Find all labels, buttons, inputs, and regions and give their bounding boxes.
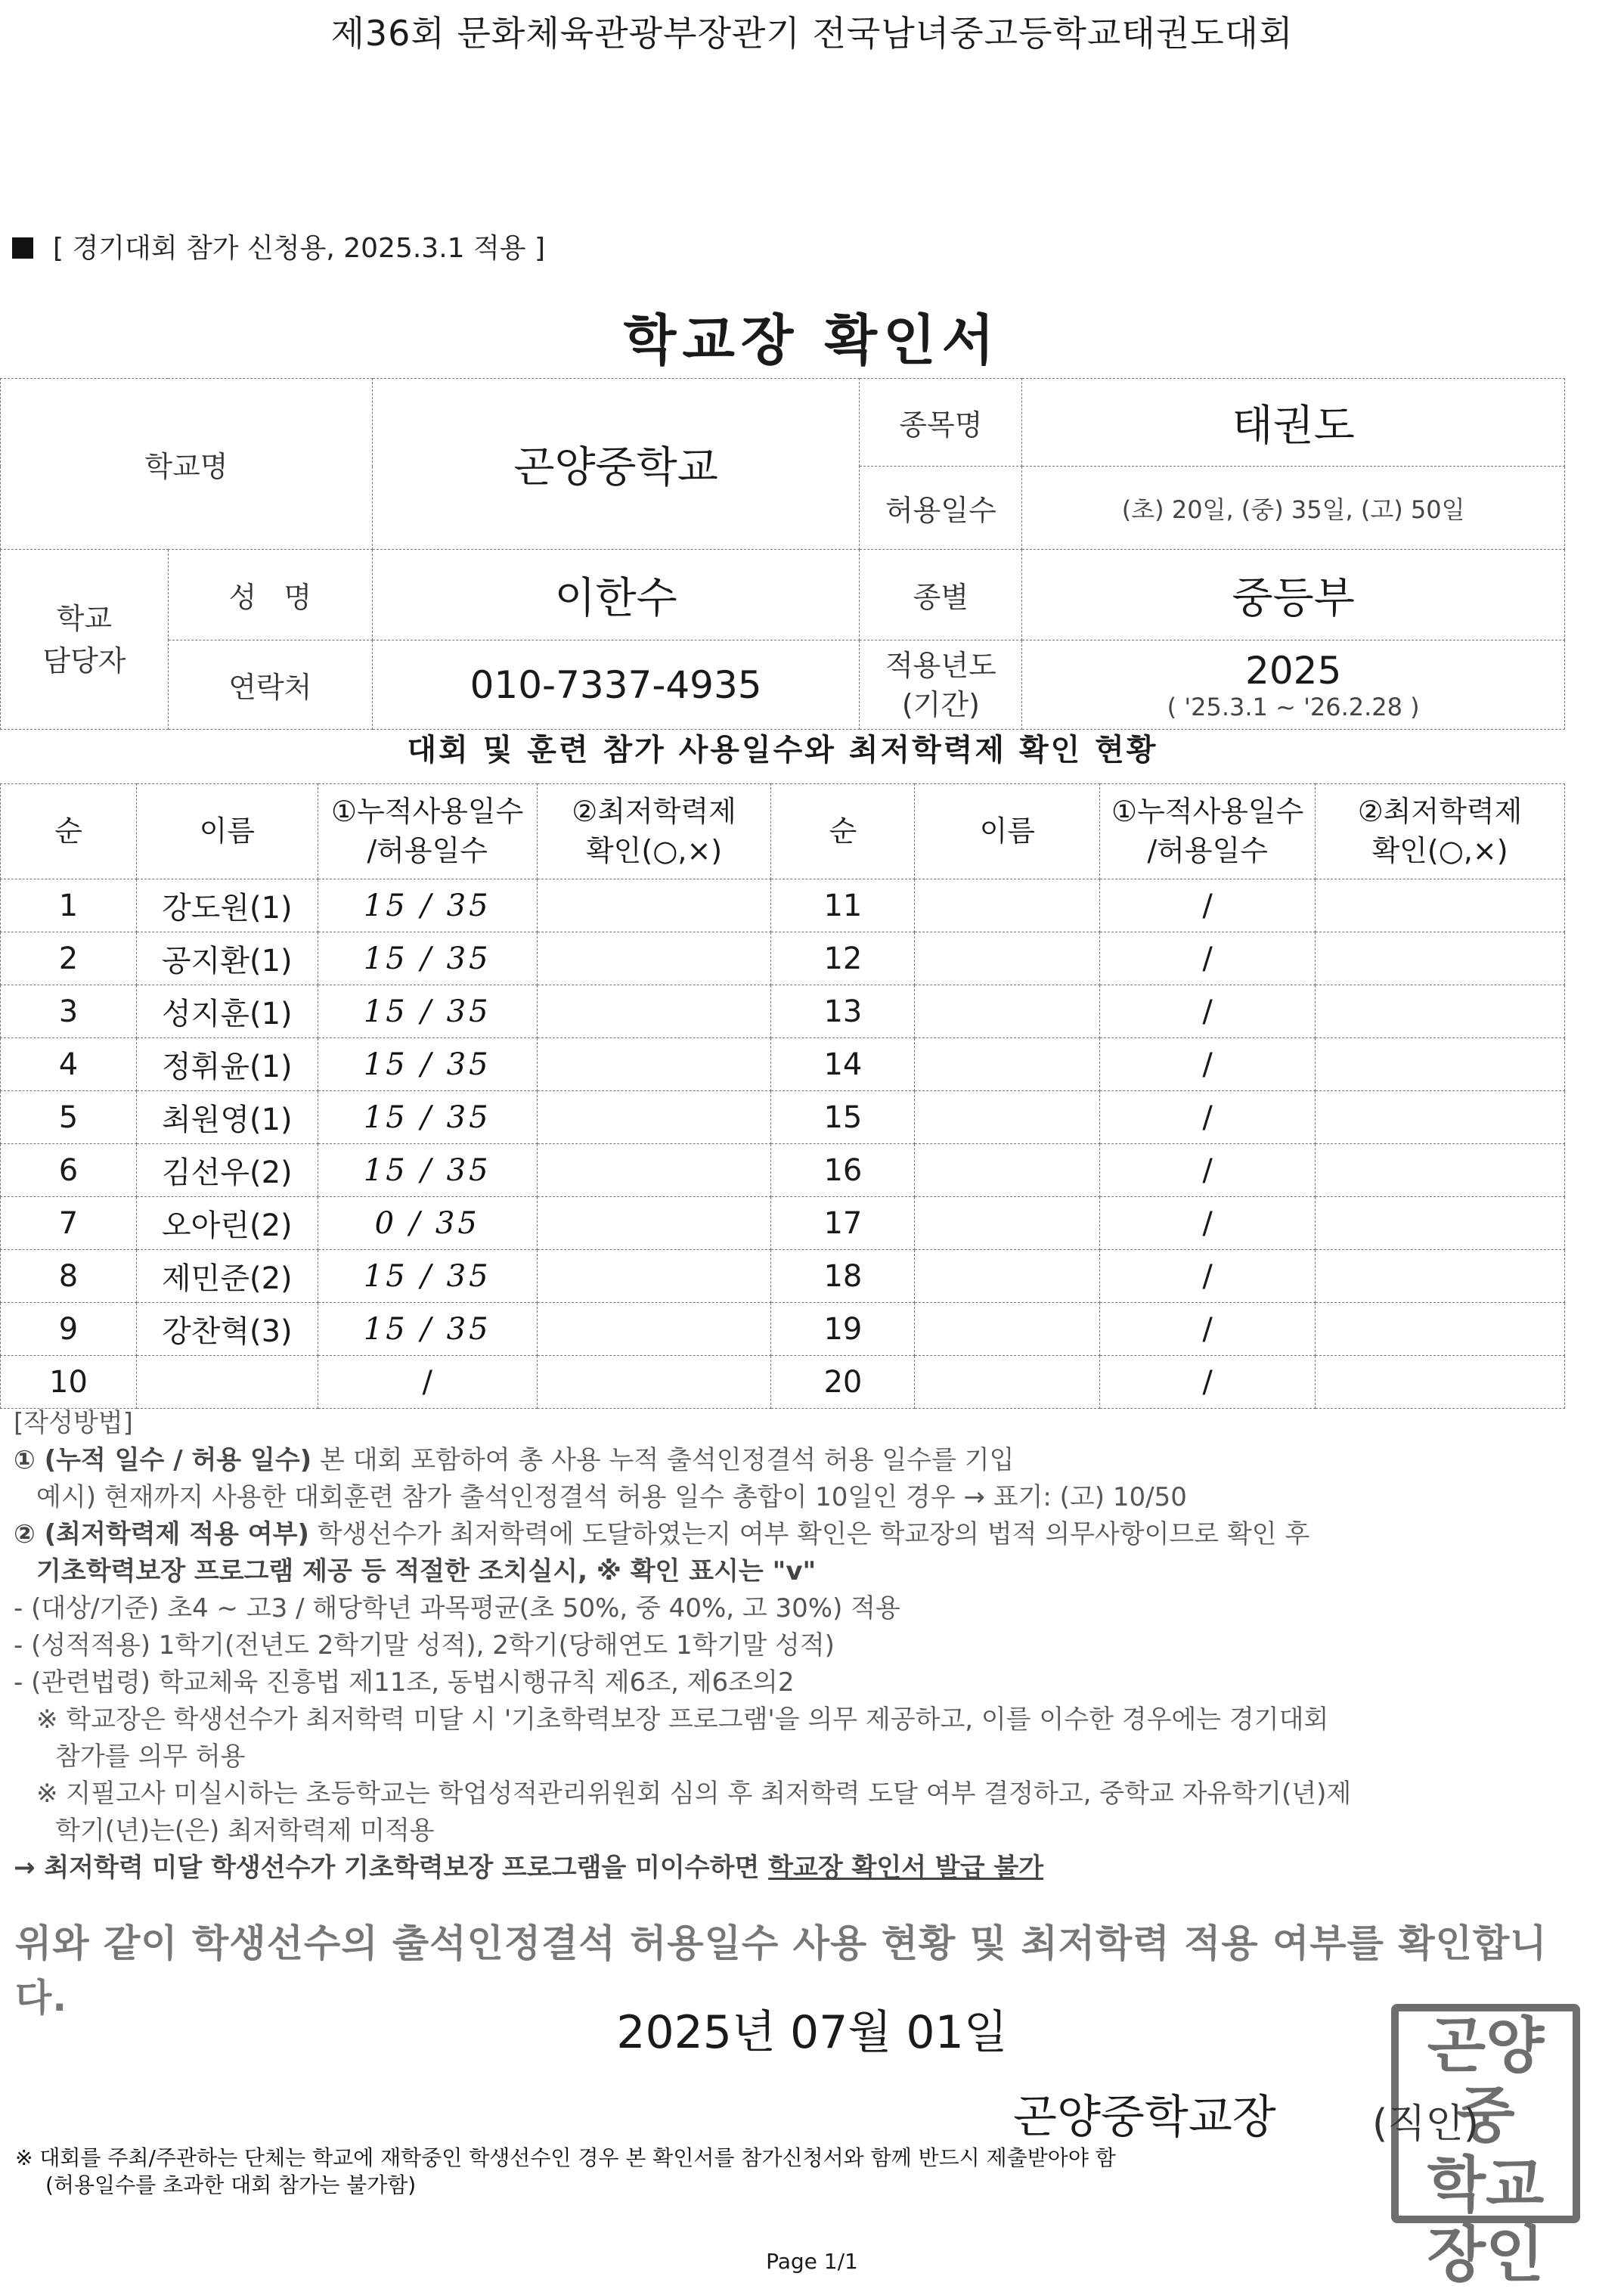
remark-arrow-text: → 최저학력 미달 학생선수가 기초학력보장 프로그램을 미이수하면 (14, 1853, 769, 1883)
note-2-continued: 기초학력보장 프로그램 제공 등 적절한 조치실시, ※ 확인 표시는 "v" (36, 1556, 817, 1586)
table-row (1, 1091, 1565, 1144)
col-header-check: ②최저학력제 확인(○,×) (537, 784, 771, 879)
row-check (1316, 1038, 1565, 1091)
row-no: 18 (771, 1250, 915, 1303)
row-check (537, 1197, 771, 1250)
row-check (537, 1144, 771, 1197)
note-1-heading: ① (누적 일수 / 허용 일수) (14, 1445, 312, 1475)
row-days: / (1100, 1091, 1316, 1144)
document-title: 학교장 확인서 (623, 309, 1001, 372)
section-title: 대회 및 훈련 참가 사용일수와 최저학력제 확인 현황 (407, 733, 1158, 768)
phone-label: 연락처 (168, 640, 372, 730)
row-days: 15 / 35 (318, 1091, 537, 1144)
square-bullet-icon (12, 237, 33, 259)
remark-2-continued: 학기(년)는(은) 최저학력제 미적용 (55, 1816, 435, 1846)
row-no: 11 (771, 879, 915, 932)
row-days: 0 / 35 (318, 1197, 537, 1250)
row-no: 16 (771, 1144, 915, 1197)
col-header-no: 순 (1, 784, 137, 879)
note-1-example: 예시) 현재까지 사용한 대회훈련 참가 출석인정결석 허용 일수 총합이 10일인 경우 → 표기: (고) 10/50 (36, 1482, 1187, 1512)
allowed-days-label: 허용일수 (860, 467, 1022, 550)
row-no: 12 (771, 932, 915, 985)
row-no: 7 (1, 1197, 137, 1250)
remark-arrow (14, 1850, 1571, 1887)
year-value: 2025 (1245, 648, 1342, 693)
row-days: / (1100, 1144, 1316, 1197)
row-name (915, 879, 1100, 932)
row-name (915, 1356, 1100, 1409)
event-value: 태권도 (1022, 379, 1565, 467)
row-check (1316, 1197, 1565, 1250)
note-1 (14, 1442, 1571, 1479)
row-name: 강도원(1) (136, 879, 318, 932)
table-row (1, 932, 1565, 985)
roster-table (0, 783, 1565, 1409)
school-label: 학교명 (1, 379, 373, 550)
row-check (1316, 985, 1565, 1038)
table-row (1, 1144, 1565, 1197)
row-check (537, 1038, 771, 1091)
col-header-no: 순 (771, 784, 915, 879)
col-header-name: 이름 (915, 784, 1100, 879)
row-days: / (1100, 1303, 1316, 1356)
header-title: 제36회 문화체육관광부장관기 전국남녀중고등학교태권도대회 (330, 13, 1294, 54)
seal-label: (직인) (1372, 2101, 1480, 2147)
note-2-heading: ② (최저학력제 적용 여부) (14, 1519, 309, 1549)
phone-value: 010-7337-4935 (372, 640, 860, 730)
col-header-name: 이름 (136, 784, 318, 879)
row-name (915, 985, 1100, 1038)
principal-name: 곤양중학교장 (1013, 2091, 1276, 2144)
row-no: 3 (1, 985, 137, 1038)
row-check (537, 932, 771, 985)
row-days: 15 / 35 (318, 985, 537, 1038)
table-row (1, 1303, 1565, 1356)
remark-1: ※ 학교장은 학생선수가 최저학력 미달 시 '기초학력보장 프로그램'을 의무 제공하고, 이를 이수한 경우에는 경기대회 (36, 1704, 1329, 1735)
school-value: 곤양중학교 (372, 379, 860, 550)
event-label: 종목명 (860, 379, 1022, 467)
row-days: 15 / 35 (318, 1250, 537, 1303)
row-check (537, 1250, 771, 1303)
table-row (1, 985, 1565, 1038)
issue-date: 2025년 07월 01일 (616, 2006, 1008, 2059)
row-days: / (318, 1356, 537, 1409)
row-check (537, 879, 771, 932)
row-name (915, 1197, 1100, 1250)
name-value: 이한수 (372, 550, 860, 640)
row-no: 15 (771, 1091, 915, 1144)
row-no: 17 (771, 1197, 915, 1250)
row-days: / (1100, 985, 1316, 1038)
row-days: 15 / 35 (318, 1303, 537, 1356)
name-label: 성 명 (168, 550, 372, 640)
row-name: 정휘윤(1) (136, 1038, 318, 1091)
division-label: 종별 (860, 550, 1022, 640)
remark-arrow-underlined: 학교장 확인서 발급 불가 (768, 1853, 1044, 1883)
row-days: / (1100, 1038, 1316, 1091)
form-tag-text: [ 경기대회 참가 신청용, 2025.3.1 적용 ] (53, 233, 546, 264)
row-name: 오아린(2) (136, 1197, 318, 1250)
row-name: 성지훈(1) (136, 985, 318, 1038)
row-check (1316, 1144, 1565, 1197)
note-2-text: 학생선수가 최저학력에 도달하였는지 여부 확인은 학교장의 법적 의무사항이므로 확인 후 (308, 1519, 1310, 1549)
table-row (1, 879, 1565, 932)
row-check (537, 1303, 771, 1356)
row-name (915, 1038, 1100, 1091)
row-name: 강찬혁(3) (136, 1303, 318, 1356)
table-row (1, 1356, 1565, 1409)
contact-group-label: 학교 담당자 (1, 550, 169, 730)
row-check (537, 1091, 771, 1144)
row-no: 2 (1, 932, 137, 985)
row-no: 8 (1, 1250, 137, 1303)
table-row (1, 1197, 1565, 1250)
row-name: 제민준(2) (136, 1250, 318, 1303)
row-check (1316, 1356, 1565, 1409)
row-check (1316, 932, 1565, 985)
row-days: 15 / 35 (318, 1038, 537, 1091)
row-name: 김선우(2) (136, 1144, 318, 1197)
bullet-law: - (관련법령) 학교체육 진흥법 제11조, 동법시행규칙 제6조, 제6조의2 (14, 1667, 795, 1698)
remark-1-continued: 참가를 의무 허용 (55, 1741, 246, 1772)
row-name (915, 932, 1100, 985)
row-days: / (1100, 1356, 1316, 1409)
footnote-line-1: ※ 대회를 주최/주관하는 단체는 학교에 재학중인 학생선수인 경우 본 확인서를 참가신청서와 함께 반드시 제출받아야 함 (15, 2145, 1116, 2170)
note-1-text: 본 대회 포함하여 총 사용 누적 출석인정결석 허용 일수를 기입 (311, 1445, 1015, 1475)
row-days: 15 / 35 (318, 932, 537, 985)
col-header-check: ②최저학력제 확인(○,×) (1316, 784, 1565, 879)
footnote-line-2: (허용일수를 초과한 대회 참가는 불가함) (45, 2172, 417, 2197)
row-check (537, 1356, 771, 1409)
bullet-target: - (대상/기준) 초4 ~ 고3 / 해당학년 과목평균(초 50%, 중 40%, 고 30%) 적용 (14, 1593, 900, 1624)
row-check (537, 985, 771, 1038)
row-name (915, 1303, 1100, 1356)
table-row (1, 1250, 1565, 1303)
row-name (915, 1250, 1100, 1303)
row-no: 19 (771, 1303, 915, 1356)
row-no: 1 (1, 879, 137, 932)
row-name (915, 1091, 1100, 1144)
year-cell (1022, 640, 1565, 730)
row-days: / (1100, 1197, 1316, 1250)
col-header-days: ①누적사용일수 /허용일수 (1100, 784, 1316, 879)
note-2 (14, 1516, 1571, 1553)
row-name (136, 1356, 318, 1409)
row-days: / (1100, 879, 1316, 932)
year-label: 적용년도 (기간) (860, 640, 1022, 730)
row-no: 4 (1, 1038, 137, 1091)
instructions (14, 1405, 1571, 1887)
page-number: Page 1/1 (766, 2249, 858, 2274)
row-days: 15 / 35 (318, 879, 537, 932)
row-name: 최원영(1) (136, 1091, 318, 1144)
year-period: ( '25.3.1 ~ '26.2.28 ) (1167, 692, 1420, 721)
row-check (1316, 1250, 1565, 1303)
info-table (0, 378, 1565, 730)
row-check (1316, 879, 1565, 932)
row-check (1316, 1091, 1565, 1144)
row-no: 9 (1, 1303, 137, 1356)
row-no: 20 (771, 1356, 915, 1409)
confirmation-statement: 위와 같이 학생선수의 출석인정결석 허용일수 사용 현황 및 최저학력 적용 여부를 확인합니다. (15, 1921, 1548, 2020)
row-days: / (1100, 932, 1316, 985)
row-days: / (1100, 1250, 1316, 1303)
instructions-title: [작성방법] (14, 1408, 133, 1438)
row-days: 15 / 35 (318, 1144, 537, 1197)
row-name: 공지환(1) (136, 932, 318, 985)
row-no: 13 (771, 985, 915, 1038)
row-no: 10 (1, 1356, 137, 1409)
row-no: 14 (771, 1038, 915, 1091)
division-value: 중등부 (1022, 550, 1565, 640)
table-row (1, 1038, 1565, 1091)
allowed-days-value: (초) 20일, (중) 35일, (고) 50일 (1022, 467, 1565, 550)
row-check (1316, 1303, 1565, 1356)
remark-2: ※ 지필고사 미실시하는 초등학교는 학업성적관리위원회 심의 후 최저학력 도달 여부 결정하고, 중학교 자유학기(년)제 (36, 1779, 1352, 1809)
footnote (15, 2145, 1603, 2199)
seal-text: 곤양중 학교장인 (1427, 2011, 1545, 2290)
form-tag (12, 227, 545, 265)
col-header-days: ①누적사용일수 /허용일수 (318, 784, 537, 879)
bullet-grade-period: - (성적적용) 1학기(전년도 2학기말 성적), 2학기(당해연도 1학기말 성적) (14, 1630, 835, 1661)
row-no: 5 (1, 1091, 137, 1144)
row-no: 6 (1, 1144, 137, 1197)
row-name (915, 1144, 1100, 1197)
